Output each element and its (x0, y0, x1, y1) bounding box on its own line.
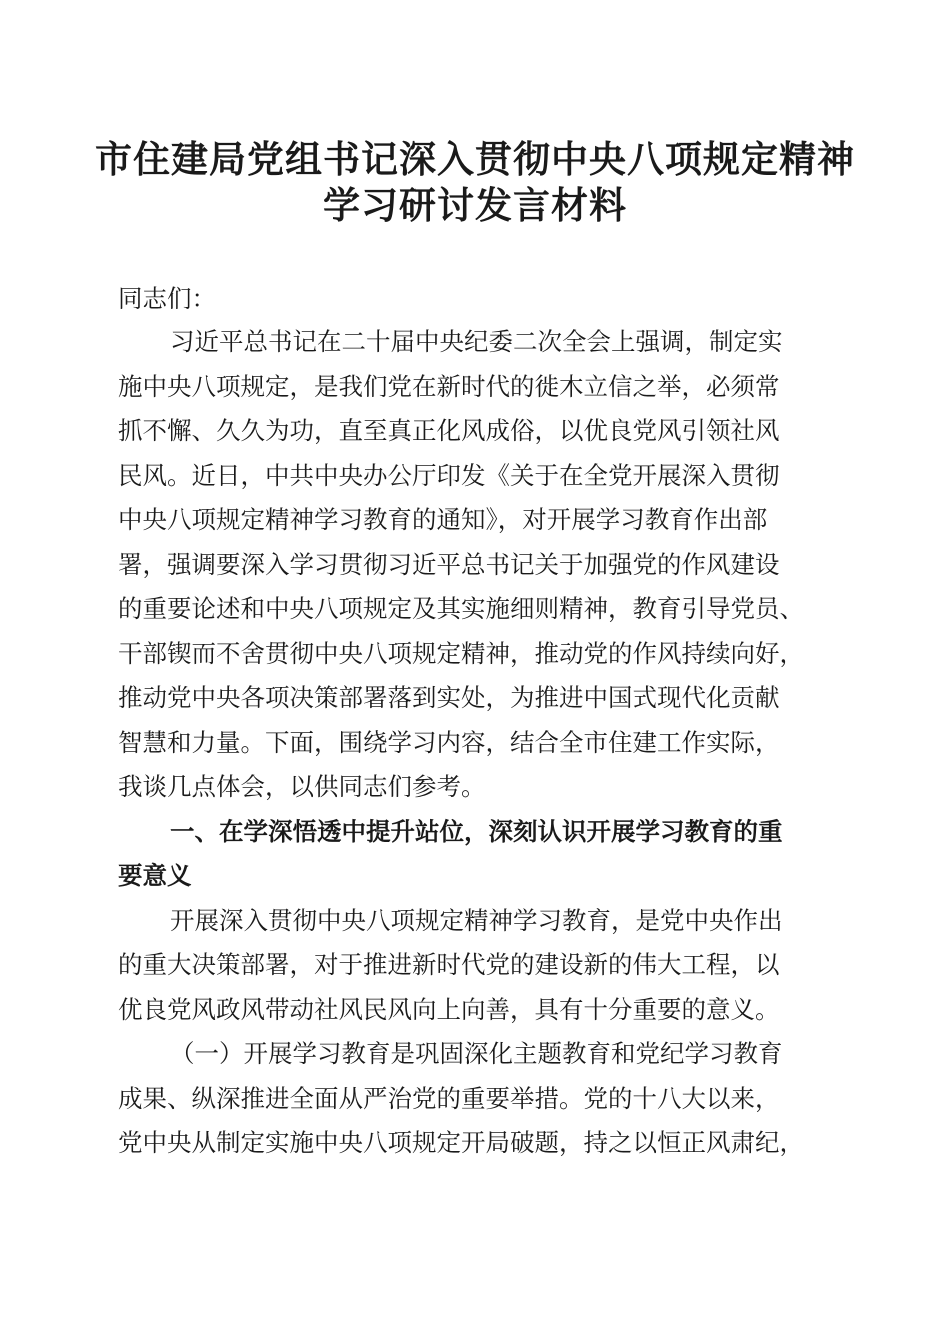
body-line: 成果、纵深推进全面从严治党的重要举措。党的十八大以来， (118, 1084, 780, 1113)
body-line: 的重大决策部署，对于推进新时代党的建设新的伟大工程，以 (118, 950, 780, 979)
section-heading-1-cont: 要意义 (118, 861, 192, 890)
body-line: 党中央从制定实施中央八项规定开局破题，持之以恒正风肃纪， (118, 1128, 804, 1157)
body-line: 中央八项规定精神学习教育的通知》，对开展学习教育作出部 (118, 505, 768, 534)
body-line: 开展深入贯彻中央八项规定精神学习教育，是党中央作出 (170, 906, 783, 935)
body-line: 署，强调要深入学习贯彻习近平总书记关于加强党的作风建设 (118, 550, 780, 579)
document-title-line-2: 学习研讨发言材料 (323, 183, 627, 227)
body-line: 抓不懈、久久为功，直至真正化风成俗，以优良党风引领社风 (118, 416, 780, 445)
body-line: 的重要论述和中央八项规定及其实施细则精神，教育引导党员、 (118, 594, 804, 623)
body-line: 推动党中央各项决策部署落到实处，为推进中国式现代化贡献 (118, 683, 780, 712)
body-line: 习近平总书记在二十届中央纪委二次全会上强调，制定实 (170, 327, 783, 356)
body-line: 我谈几点体会，以供同志们参考。 (118, 772, 486, 801)
body-line: 施中央八项规定，是我们党在新时代的徙木立信之举，必须常 (118, 372, 780, 401)
body-line: 智慧和力量。下面，围绕学习内容，结合全市住建工作实际， (118, 728, 780, 757)
body-line: 民风。近日，中共中央办公厅印发《关于在全党开展深入贯彻 (118, 461, 780, 490)
body-line: 优良党风政风带动社风民风向上向善，具有十分重要的意义。 (118, 995, 780, 1024)
section-heading-1: 一、在学深悟透中提升站位，深刻认识开展学习教育的重 (170, 817, 783, 846)
body-line: 干部锲而不舍贯彻中央八项规定精神，推动党的作风持续向好， (118, 639, 804, 668)
document-title-line-1: 市住建局党组书记深入贯彻中央八项规定精神 (95, 137, 855, 181)
subsection-line: （一）开展学习教育是巩固深化主题教育和党纪学习教育 (170, 1039, 783, 1068)
salutation: 同志们： (118, 284, 216, 313)
